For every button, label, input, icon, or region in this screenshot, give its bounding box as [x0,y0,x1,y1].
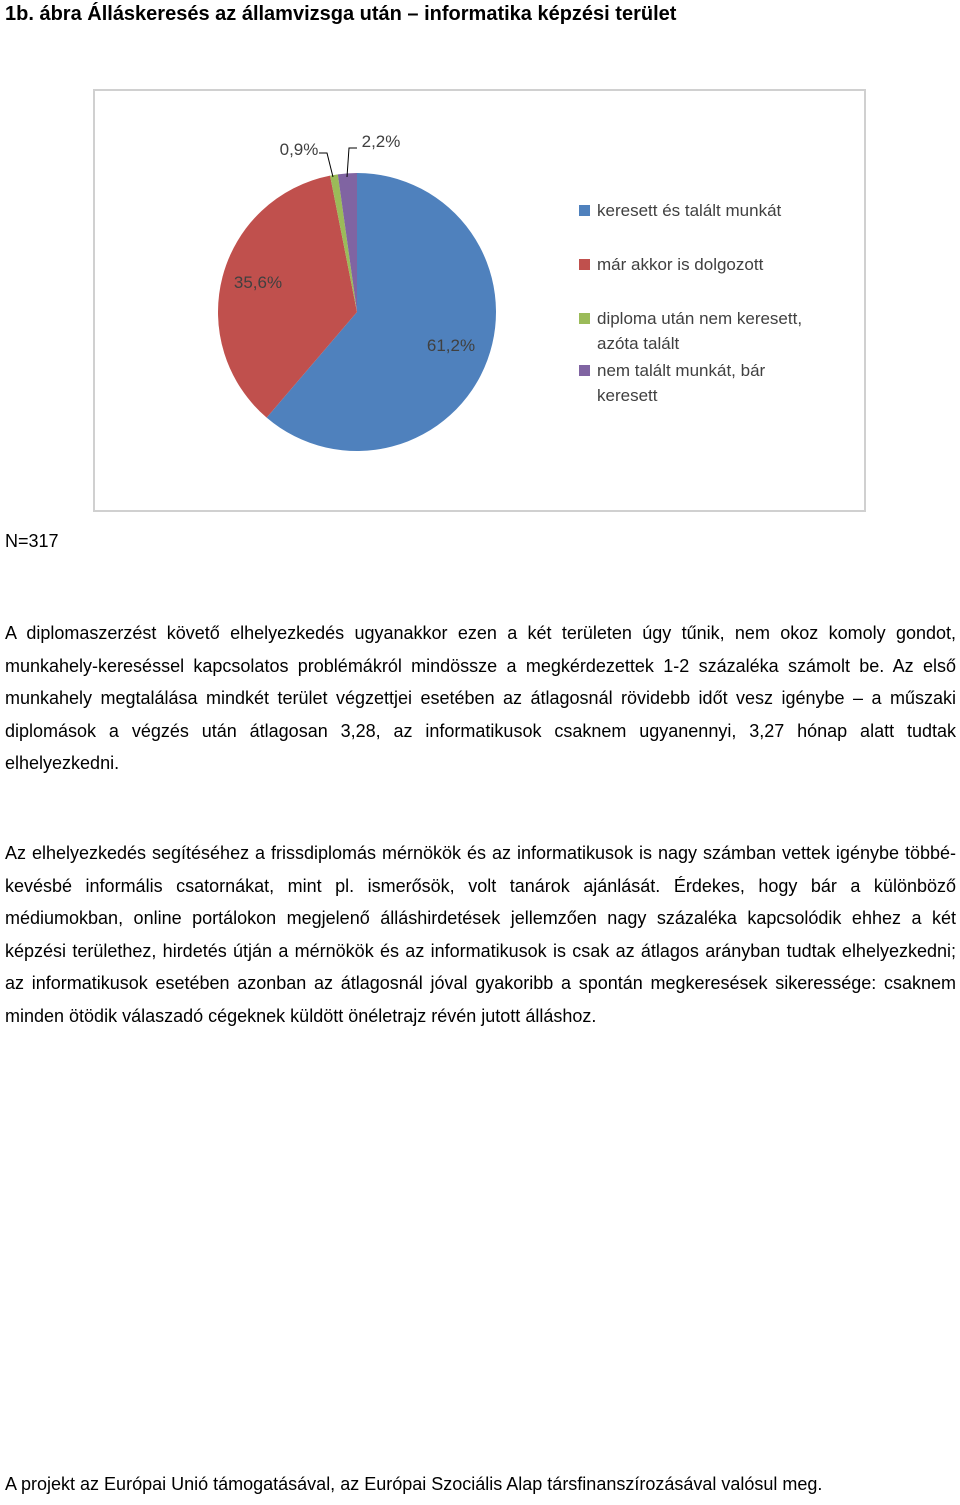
legend-item [579,252,829,277]
legend-label: már akkor is dolgozott [597,255,764,274]
pie-chart [93,89,866,512]
leader-line [319,153,333,177]
chart-legend [579,198,829,437]
legend-swatch [579,259,590,270]
slice-data-label: 35,6% [233,273,283,292]
legend-swatch [579,205,590,216]
legend-swatch [579,313,590,324]
legend-item [579,198,829,223]
footer-note: A projekt az Európai Unió támogatásával, az Európai Szociális Alap társfinanszírozásával valósul meg. [5,1474,823,1494]
slice-data-label: 0,9% [279,140,319,159]
legend-swatch [579,365,590,376]
legend-label: keresett és talált munkát [597,201,782,220]
slice-data-label: 61,2% [426,336,476,355]
legend-item [579,358,829,408]
paragraph-1: A diplomaszerzést követő elhelyezkedés ugyanakkor ezen a két területen úgy tűnik, nem okoz komoly gondot, munkahely-kereséssel kapcsolatos problémákról mindössze a megkérdezettek 1-2 százaléka számolt be. Az első munkahely megtalálása mindkét terület végzettjei esetében az átlagosnál rövidebb időt vesz igénybe – a műszaki diplomások a végzés után átlagosan 3,28, az informatikusok csaknem ugyanennyi, 3,27 hónap alatt tudtak elhelyezkedni. [5,623,956,773]
paragraph-2: Az elhelyezkedés segítéséhez a frissdiplomás mérnökök és az informatikusok is nagy számban vettek igénybe többé-kevésbé informális csatornákat, mint pl. ismerősök, volt tanárok ajánlását. Érdekes, hogy bár a különböző médiumokban, online portálokon megjelenő álláshirdetések jellemzően nagy százaléka kapcsolódik ehhez a két képzési területhez, hirdetés útján a mérnökök és az informatikusok is csak az átlagos arányban tudtak elhelyezkedni; az informatikusok esetében azonban az átlagosnál jóval gyakoribb a spontán megkeresések sikeressége: csaknem minden ötödik válaszadó cégeknek küldött önéletrajz révén jutott álláshoz. [5,843,956,1026]
legend-item [579,306,829,356]
slice-data-label: 2,2% [361,132,401,151]
legend-label: diploma után nem keresett, azóta talált [597,309,803,353]
legend-label: nem talált munkát, bár keresett [597,361,766,405]
leader-line [347,148,357,177]
figure-title: 1b. ábra Álláskeresés az államvizsga után – informatika képzési terület [5,3,677,25]
sample-size-label: N=317 [5,531,59,551]
